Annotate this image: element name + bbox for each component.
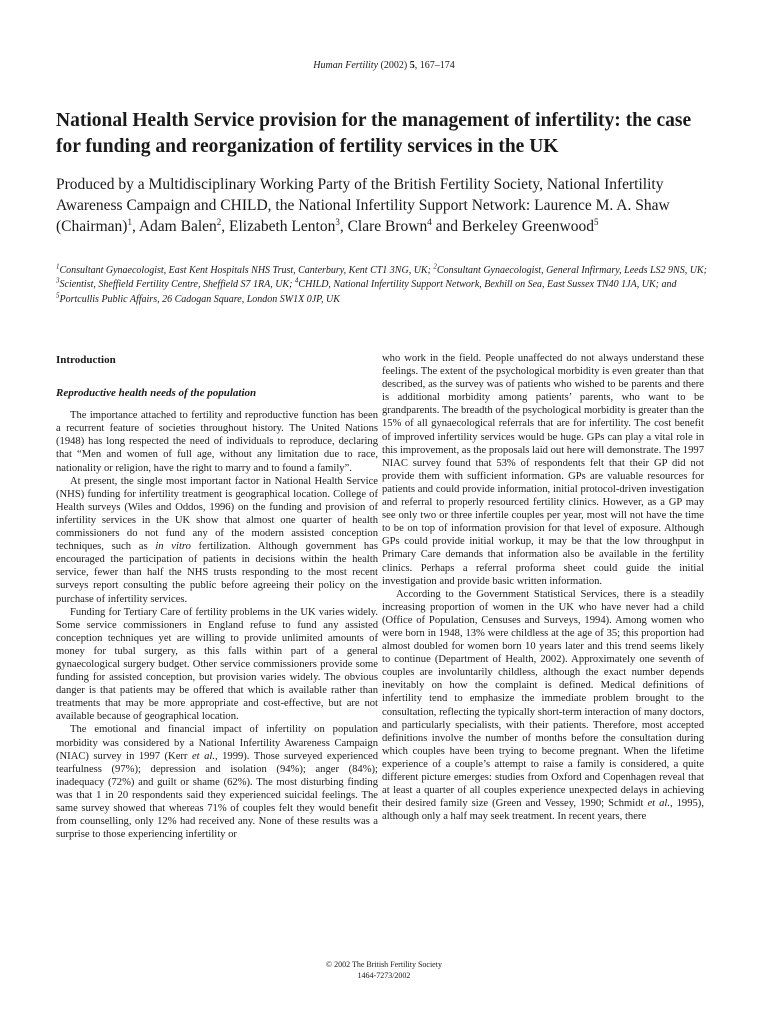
paragraph: who work in the field. People unaffected do not always understand these feelings. The extent of the psychological morbidity is even greater than that described, as the survey was of patients who wished to be parents and there is additional morbidity among patients’ parents, who want to be grandparents. The breadth of the psychological morbidity is greater than the 15% of all gynaecological referrals that are for infertility. The cost benefit of improved infertility services would be huge. GPs can play a vital role in this improvement, as the proposals laid out here will demonstrate. The 1997 NIAC survey found that 53% of respondents felt that their GP did not provide them with sufficient information. GPs are valuable resources for patients and could provide information, initial protocol-driven investigation and referral to properly resourced fertility clinics. However, as a GP may see only two or three infertile couples per year, most will not have the time to be on top of information provision for that level of exposure. Although GPs could provide initial workup, it may be that the low throughput in Primary Care demands that information also be available in the fertility clinics. Perhaps a referral proforma sheet could guide the initial investigation and provide basic written information. bbox=[382, 353, 704, 587]
affiliations bbox=[56, 264, 716, 307]
affiliation-4: CHILD, National Infertility Support Network, Bexhill on Sea, East Sussex TN40 1JA, UK; and bbox=[298, 279, 677, 291]
author-3-marker: 3 bbox=[335, 216, 340, 227]
affiliation-marker: 5 bbox=[56, 291, 60, 300]
right-column bbox=[382, 352, 704, 823]
paragraph-text: The emotional and financial impact of infertility on population morbidity was considered by a National Infertility Awareness Campaign (NIAC) survey in 1997 (Kerr bbox=[56, 724, 378, 762]
article-title: National Health Service provision for the management of infertility: the case for funding and reorganization of fertility services in the UK bbox=[56, 110, 692, 157]
paragraph bbox=[382, 588, 704, 824]
paragraph: Funding for Tertiary Care of fertility problems in the UK varies widely. Some service commissioners in England refuse to fund any assisted conception techniques yet are willing to provide unlimited amounts of money for tubal surgery, as this falls within part of a general gynaecological surgery budget. Other service commissioners provide some funding for assisted conception, but provision varies widely. The obvious danger is that patients may be offered that which is available rather than treatments that may be more appropriate and cost-effective, but are not available because of geographical location. bbox=[56, 606, 378, 723]
journal-name: Human Fertility bbox=[313, 60, 379, 71]
author-5-marker: 5 bbox=[594, 216, 599, 227]
author-4-marker: 4 bbox=[427, 216, 432, 227]
journal-year: (2002) bbox=[380, 60, 408, 71]
author-2: Adam Balen bbox=[138, 218, 217, 235]
journal-volume: 5 bbox=[409, 60, 415, 71]
author-2-marker: 2 bbox=[216, 216, 222, 227]
paragraph bbox=[56, 723, 378, 841]
journal-reference bbox=[0, 60, 768, 71]
affiliation-marker: 3 bbox=[56, 277, 60, 286]
affiliation-5: Portcullis Public Affairs, 26 Cadogan Square, London SW1X 0JP, UK bbox=[59, 293, 340, 305]
author-1: Laurence M. A. Shaw (Chairman) bbox=[56, 197, 670, 235]
paragraph-text: According to the Government Statistical Services, there is a steadily increasing proportion of women in the UK who have never had a child (Office of Population, Censuses and Surveys, 1994). Among women who were born in 1948, 13% were childless at the age of 35; this proportion had almost doubled for women born 10 years later and this trend seems likely to continue (Department of Health, 2002). Approximately one seventh of couples are involuntarily childless, although the exact number depends inevitably on how the complaint is defined. Medical definitions of infertility tend to emphasize the immediate problem brought to the consultation, reflecting the typically short-term interaction of many doctors, and particularly specialists, with their patients. Therefore, most accepted definitions involve the number of months before the consultation during which couples have been trying to become pregnant. When the lifetime experience of a couple’s attempt to raise a family is considered, a quite different picture emerges: studies from Oxford and Copenhagen reveal that at least a quarter of all couples experience unexpected delays in achieving their desired family size (Green and Vessey, 1990; Schmidt bbox=[382, 588, 704, 810]
affiliation-marker: 4 bbox=[294, 277, 299, 286]
issn: 1464-7273/2002 bbox=[357, 971, 411, 980]
affiliation-marker: 2 bbox=[433, 262, 437, 271]
affiliation-marker: 1 bbox=[56, 262, 60, 271]
author-4: Clare Brown bbox=[347, 218, 428, 235]
paragraph: The importance attached to fertility and reproductive function has been a recurrent feature of societies throughout history. The United Nations (1948) has long respected the need of individuals to reproduce, declaring that “Men and women of full age, without any limitation due to race, nationality or religion, have the right to marry and to found a family”. bbox=[56, 410, 378, 474]
journal-pages: , 167–174 bbox=[414, 60, 455, 71]
affiliation-1: Consultant Gynaecologist, East Kent Hospitals NHS Trust, Canterbury, Kent CT1 3NG, UK; bbox=[59, 265, 434, 276]
author-1-marker: 1 bbox=[127, 216, 132, 227]
author-lead-text: Produced by a Multidisciplinary Working Party of the British Fertility Society, National Infertility Awareness Campaign and CHILD, the National Infertility Support Network: bbox=[56, 176, 664, 214]
affiliation-2: Consultant Gynaecologist, General Infirmary, Leeds LS2 9NS, UK; bbox=[436, 265, 707, 276]
affiliation-3: Scientist, Sheffield Fertility Centre, Sheffield S7 1RA, UK; bbox=[59, 279, 295, 291]
author-separator: and bbox=[431, 218, 462, 235]
paragraph-italic: in vitro bbox=[155, 541, 191, 553]
page-footer bbox=[0, 959, 768, 981]
paragraph-text: At present, the single most important factor in National Health Service (NHS) funding for infertility treatment is geographical location. College of Health surveys (Wiles and Oddos, 1996) on the funding and provision of infertility services in the UK show that almost one quarter of health commissioners do not fund any of the modern assisted conception techniques, such as bbox=[56, 475, 378, 553]
author-separator: , bbox=[339, 218, 348, 235]
paragraph-italic: et al. bbox=[191, 750, 215, 762]
paragraph bbox=[56, 475, 378, 606]
subsection-heading: Reproductive health needs of the population bbox=[56, 387, 257, 400]
paragraph-text: , 1995), although only a half may seek treatment. In recent years, there bbox=[382, 798, 704, 823]
author-5: Berkeley Greenwood bbox=[461, 218, 595, 235]
author-separator: , bbox=[221, 218, 230, 235]
section-heading: Introduction bbox=[56, 354, 116, 366]
paragraph-text: fertilization. Although government has encouraged the participation of patients in decisions within the health service, fewer than half the NHS trusts responding to the most recent surveys report consulting the public before agreeing their policy on the purchase of infertility services. bbox=[56, 541, 378, 605]
left-column bbox=[56, 352, 378, 841]
author-list bbox=[56, 174, 716, 237]
copyright-notice: © 2002 The British Fertility Society bbox=[326, 960, 442, 969]
paragraph-italic: et al. bbox=[647, 798, 670, 810]
author-separator: , bbox=[131, 218, 139, 235]
paragraph-text: , 1999). Those surveyed experienced tearfulness (97%); depression and isolation (94%); anger (84%); inadequacy (72%) and guilt or shame (62%). The most disturbing finding was that 1 in 20 respondents said they experienced suicidal feelings. The same survey showed that whereas 71% of couples felt they would benefit from counselling, only 12% had received any. None of these results was a surprise to those experiencing infertility or bbox=[56, 750, 378, 841]
author-3: Elizabeth Lenton bbox=[229, 218, 336, 235]
